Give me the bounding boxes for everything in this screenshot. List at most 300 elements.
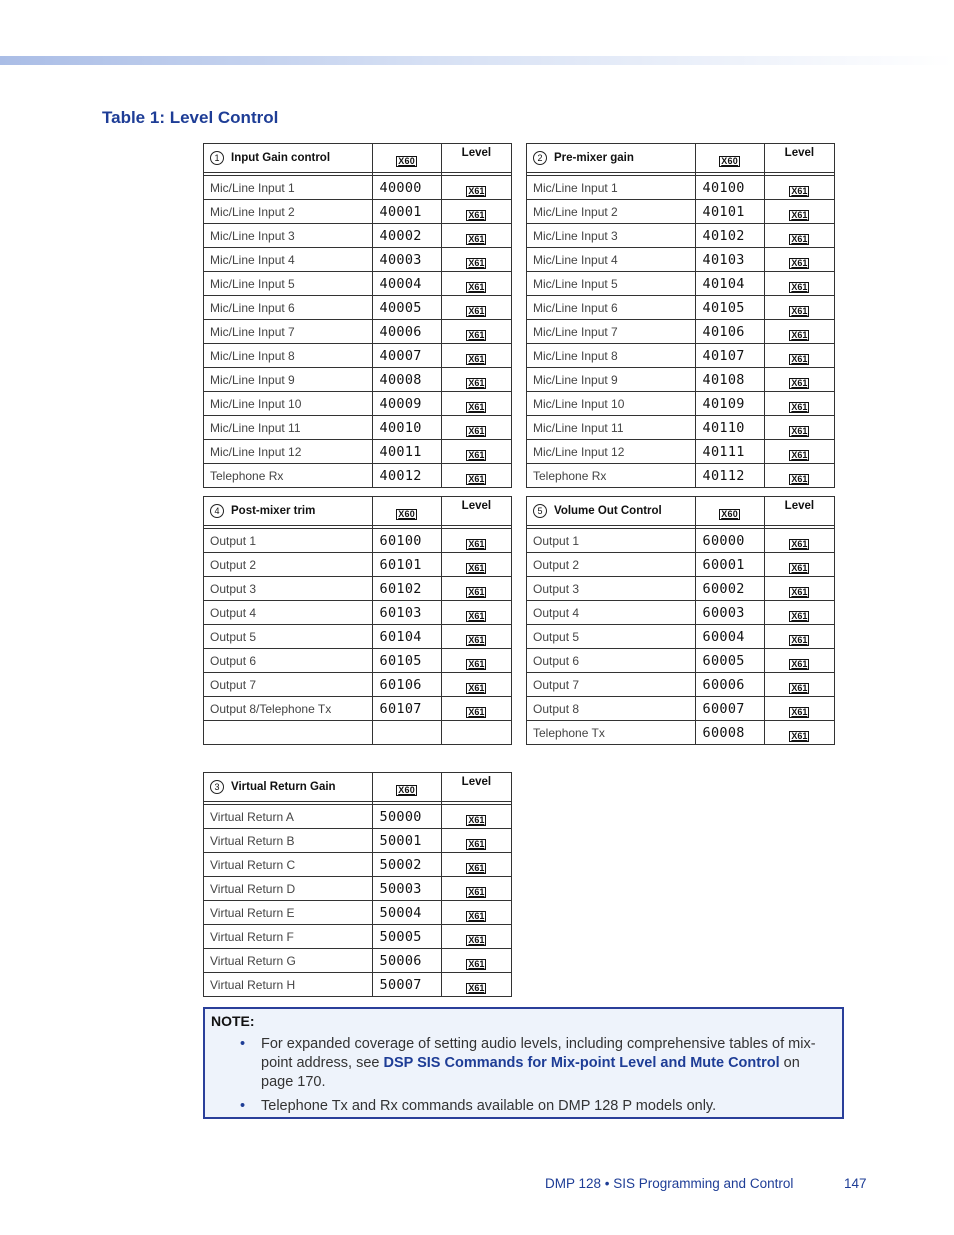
command-code: 40010: [372, 416, 441, 440]
note-bullet-2-text: Telephone Tx and Rx commands available on DMP 128 P models only.: [261, 1098, 717, 1114]
channel-name: Output 5: [204, 625, 373, 649]
table-row: [204, 529, 512, 553]
table-row: [204, 224, 512, 248]
command-code: 40106: [695, 320, 764, 344]
x61-variable-tag: X61: [468, 610, 485, 621]
channel-name: Mic/Line Input 5: [527, 272, 696, 296]
circled-number-icon: 4: [210, 504, 224, 518]
level-column-header: Level: [441, 773, 511, 802]
x61-variable-tag: X61: [468, 706, 485, 717]
x60-column-header: [695, 497, 764, 526]
table-row: [204, 673, 512, 697]
level-cell: [764, 176, 834, 200]
command-code: 60003: [695, 601, 764, 625]
level-cell: [441, 344, 511, 368]
table-header-row: [527, 497, 835, 526]
channel-name: Mic/Line Input 5: [204, 272, 373, 296]
level-column-header: Level: [764, 144, 834, 173]
channel-name: Virtual Return D: [204, 877, 373, 901]
table-header-label: Volume Out Control: [554, 505, 662, 518]
command-code: 40102: [695, 224, 764, 248]
x61-variable-tag: X61: [791, 682, 808, 693]
table-row: [204, 721, 512, 745]
channel-name: Telephone Rx: [204, 464, 373, 488]
table-row: [204, 553, 512, 577]
command-code: 60004: [695, 625, 764, 649]
x61-variable-tag: X61: [791, 425, 808, 436]
table-row: [204, 577, 512, 601]
command-code: 40104: [695, 272, 764, 296]
x61-variable-tag: X61: [468, 257, 485, 268]
command-code: 60102: [372, 577, 441, 601]
command-code: 60105: [372, 649, 441, 673]
command-code: 60002: [695, 577, 764, 601]
x61-variable-tag: X61: [468, 886, 485, 897]
table-row: [527, 625, 835, 649]
level-cell: [441, 296, 511, 320]
x61-variable-tag: X61: [468, 538, 485, 549]
x61-variable-tag: X61: [468, 305, 485, 316]
channel-name: Telephone Rx: [527, 464, 696, 488]
circled-number-icon: 2: [533, 151, 547, 165]
channel-name: Output 6: [527, 649, 696, 673]
command-code: 40108: [695, 368, 764, 392]
channel-name: Output 2: [527, 553, 696, 577]
command-code: 50006: [372, 949, 441, 973]
note-title: NOTE:: [211, 1013, 255, 1029]
table-row: [204, 649, 512, 673]
table-row: [204, 200, 512, 224]
table-row: [527, 392, 835, 416]
table-row: [204, 440, 512, 464]
table-row: [204, 829, 512, 853]
level-cell: [764, 464, 834, 488]
command-code: 60106: [372, 673, 441, 697]
command-code: 60007: [695, 697, 764, 721]
x60-variable-tag: X60: [398, 785, 416, 795]
x61-variable-tag: X61: [468, 814, 485, 825]
channel-name: Virtual Return H: [204, 973, 373, 997]
command-code: 60103: [372, 601, 441, 625]
channel-name: Mic/Line Input 8: [527, 344, 696, 368]
bullet-icon: •: [240, 1036, 246, 1052]
note-bullet-1-tail: on page 170.: [261, 1055, 800, 1090]
x61-variable-tag: X61: [468, 910, 485, 921]
level-cell: [764, 601, 834, 625]
table-row: [527, 440, 835, 464]
channel-name: Mic/Line Input 9: [204, 368, 373, 392]
table-row: [204, 392, 512, 416]
table-row: [527, 649, 835, 673]
table-row: [204, 949, 512, 973]
level-cell: [441, 721, 511, 745]
channel-name: Mic/Line Input 11: [204, 416, 373, 440]
command-code: 40003: [372, 248, 441, 272]
table-row: [527, 200, 835, 224]
table-header-row: [204, 773, 512, 802]
level-cell: [441, 200, 511, 224]
level-cell: [441, 625, 511, 649]
level-cell: [764, 416, 834, 440]
command-code: 40101: [695, 200, 764, 224]
channel-name: Output 7: [527, 673, 696, 697]
command-code: 40004: [372, 272, 441, 296]
x61-variable-tag: X61: [468, 982, 485, 993]
channel-name: Mic/Line Input 12: [204, 440, 373, 464]
level-cell: [764, 721, 834, 745]
header-band: [0, 56, 954, 65]
level-cell: [441, 320, 511, 344]
table-header-label: Post-mixer trim: [231, 505, 316, 518]
table-row: [527, 272, 835, 296]
x61-variable-tag: X61: [468, 233, 485, 244]
command-code: 40110: [695, 416, 764, 440]
command-code: 40002: [372, 224, 441, 248]
x61-variable-tag: X61: [468, 682, 485, 693]
table-header-row: [204, 497, 512, 526]
level-cell: [441, 829, 511, 853]
x61-variable-tag: X61: [791, 658, 808, 669]
level-cell: [441, 697, 511, 721]
table-row: [527, 721, 835, 745]
x61-variable-tag: X61: [468, 934, 485, 945]
channel-name: [204, 721, 373, 745]
table-header-title: [204, 773, 373, 802]
level-cell: [764, 392, 834, 416]
level-cell: [764, 697, 834, 721]
x61-variable-tag: X61: [791, 185, 808, 196]
channel-name: Mic/Line Input 10: [204, 392, 373, 416]
command-code: 40109: [695, 392, 764, 416]
footer-title: DMP 128 • SIS Programming and Control: [545, 1176, 794, 1191]
command-code: 40000: [372, 176, 441, 200]
level-cell: [764, 224, 834, 248]
x61-variable-tag: X61: [791, 634, 808, 645]
command-code: 50004: [372, 901, 441, 925]
command-code: 60001: [695, 553, 764, 577]
x60-column-header: [372, 497, 441, 526]
table-row: [204, 877, 512, 901]
command-code: 40012: [372, 464, 441, 488]
channel-name: Output 1: [204, 529, 373, 553]
input-gain-table: [203, 143, 512, 488]
table-row: [527, 320, 835, 344]
table-row: [204, 601, 512, 625]
x61-variable-tag: X61: [468, 329, 485, 340]
x61-variable-tag: X61: [791, 329, 808, 340]
table-row: [204, 416, 512, 440]
page-number: 147: [844, 1176, 867, 1191]
x61-variable-tag: X61: [468, 658, 485, 669]
command-code: 50005: [372, 925, 441, 949]
table-header-label: Virtual Return Gain: [231, 781, 336, 794]
table-row: [204, 805, 512, 829]
x61-variable-tag: X61: [791, 473, 808, 484]
command-code: 40111: [695, 440, 764, 464]
command-code: 60100: [372, 529, 441, 553]
command-code: 40009: [372, 392, 441, 416]
channel-name: Output 1: [527, 529, 696, 553]
command-code: 60107: [372, 697, 441, 721]
x61-variable-tag: X61: [468, 562, 485, 573]
x61-variable-tag: X61: [468, 634, 485, 645]
x61-variable-tag: X61: [468, 281, 485, 292]
channel-name: Virtual Return G: [204, 949, 373, 973]
x61-variable-tag: X61: [791, 706, 808, 717]
page-title: Table 1: Level Control: [102, 108, 279, 127]
x61-variable-tag: X61: [468, 185, 485, 196]
channel-name: Mic/Line Input 4: [527, 248, 696, 272]
x61-variable-tag: X61: [791, 233, 808, 244]
note-bullet-1: [240, 1035, 821, 1092]
level-cell: [764, 625, 834, 649]
level-cell: [764, 529, 834, 553]
pre-mixer-gain-table: [526, 143, 835, 488]
channel-name: Virtual Return E: [204, 901, 373, 925]
x61-variable-tag: X61: [468, 473, 485, 484]
level-cell: [764, 577, 834, 601]
table-row: [527, 553, 835, 577]
channel-name: Output 4: [204, 601, 373, 625]
channel-name: Mic/Line Input 6: [204, 296, 373, 320]
table-header-row: [204, 144, 512, 173]
level-cell: [441, 877, 511, 901]
level-cell: [441, 392, 511, 416]
level-cell: [764, 553, 834, 577]
table-row: [527, 368, 835, 392]
command-code: 50007: [372, 973, 441, 997]
table-header-title: [527, 144, 696, 173]
level-cell: [441, 649, 511, 673]
channel-name: Mic/Line Input 8: [204, 344, 373, 368]
command-code: 60000: [695, 529, 764, 553]
note-bullet-1-text: For expanded coverage of setting audio levels, including comprehensive tables of mix-point address, see: [261, 1036, 816, 1071]
command-code: 50000: [372, 805, 441, 829]
channel-name: Output 2: [204, 553, 373, 577]
level-cell: [764, 440, 834, 464]
x61-variable-tag: X61: [791, 449, 808, 460]
level-column-header: Level: [441, 497, 511, 526]
channel-name: Mic/Line Input 3: [204, 224, 373, 248]
channel-name: Mic/Line Input 12: [527, 440, 696, 464]
table-row: [204, 625, 512, 649]
level-cell: [441, 272, 511, 296]
command-code: 60008: [695, 721, 764, 745]
virtual-return-gain-table: [203, 772, 512, 997]
table-row: [527, 577, 835, 601]
level-cell: [441, 416, 511, 440]
table-row: [527, 529, 835, 553]
table-header-row: [527, 144, 835, 173]
level-cell: [764, 296, 834, 320]
channel-name: Virtual Return F: [204, 925, 373, 949]
table-header-title: [204, 144, 373, 173]
table-row: [527, 224, 835, 248]
table-row: [204, 296, 512, 320]
level-cell: [441, 248, 511, 272]
x60-variable-tag: X60: [398, 509, 416, 519]
level-cell: [764, 344, 834, 368]
channel-name: Virtual Return B: [204, 829, 373, 853]
channel-name: Mic/Line Input 9: [527, 368, 696, 392]
x61-variable-tag: X61: [468, 353, 485, 364]
table-header-label: Pre-mixer gain: [554, 152, 634, 165]
table-row: [204, 272, 512, 296]
level-cell: [441, 176, 511, 200]
table-row: [204, 320, 512, 344]
command-code: 50002: [372, 853, 441, 877]
volume-out-table: [526, 496, 835, 745]
level-cell: [764, 368, 834, 392]
note-bullet-2: [240, 1097, 821, 1116]
x61-variable-tag: X61: [791, 610, 808, 621]
table-header-title: [527, 497, 696, 526]
x61-variable-tag: X61: [791, 586, 808, 597]
x61-variable-tag: X61: [791, 401, 808, 412]
table-header-label: Input Gain control: [231, 152, 331, 165]
table-row: [527, 248, 835, 272]
channel-name: Mic/Line Input 7: [204, 320, 373, 344]
channel-name: Output 3: [527, 577, 696, 601]
x61-variable-tag: X61: [791, 305, 808, 316]
table-row: [204, 697, 512, 721]
x61-variable-tag: X61: [791, 281, 808, 292]
command-code: 40008: [372, 368, 441, 392]
channel-name: Mic/Line Input 2: [204, 200, 373, 224]
channel-name: Virtual Return C: [204, 853, 373, 877]
table-row: [527, 344, 835, 368]
level-cell: [441, 224, 511, 248]
level-cell: [441, 440, 511, 464]
x61-variable-tag: X61: [468, 586, 485, 597]
channel-name: Mic/Line Input 10: [527, 392, 696, 416]
command-code: 40103: [695, 248, 764, 272]
x60-column-header: [372, 144, 441, 173]
table-row: [204, 368, 512, 392]
command-code: 60104: [372, 625, 441, 649]
table-row: [527, 416, 835, 440]
channel-name: Output 8/Telephone Tx: [204, 697, 373, 721]
command-code: 40105: [695, 296, 764, 320]
x61-variable-tag: X61: [791, 353, 808, 364]
channel-name: Mic/Line Input 4: [204, 248, 373, 272]
command-code: 60005: [695, 649, 764, 673]
table-row: [527, 296, 835, 320]
command-code: 40112: [695, 464, 764, 488]
command-code: [372, 721, 441, 745]
channel-name: Output 5: [527, 625, 696, 649]
x60-variable-tag: X60: [398, 156, 416, 166]
level-cell: [441, 949, 511, 973]
x61-variable-tag: X61: [468, 958, 485, 969]
table-row: [204, 248, 512, 272]
channel-name: Mic/Line Input 1: [204, 176, 373, 200]
circled-number-icon: 1: [210, 151, 224, 165]
level-cell: [441, 973, 511, 997]
table-row: [527, 697, 835, 721]
command-code: 40005: [372, 296, 441, 320]
level-cell: [764, 272, 834, 296]
x60-column-header: [695, 144, 764, 173]
level-cell: [441, 853, 511, 877]
table-row: [527, 673, 835, 697]
x61-variable-tag: X61: [791, 377, 808, 388]
level-cell: [441, 368, 511, 392]
x61-variable-tag: X61: [791, 257, 808, 268]
x60-variable-tag: X60: [721, 156, 739, 166]
x61-variable-tag: X61: [468, 838, 485, 849]
table-row: [204, 176, 512, 200]
level-cell: [441, 925, 511, 949]
note-box: [203, 1007, 844, 1119]
level-column-header: Level: [441, 144, 511, 173]
circled-number-icon: 5: [533, 504, 547, 518]
level-cell: [441, 601, 511, 625]
x61-variable-tag: X61: [468, 377, 485, 388]
channel-name: Mic/Line Input 2: [527, 200, 696, 224]
x61-variable-tag: X61: [791, 562, 808, 573]
level-cell: [441, 464, 511, 488]
table-row: [204, 464, 512, 488]
table-row: [204, 901, 512, 925]
command-code: 40100: [695, 176, 764, 200]
channel-name: Telephone Tx: [527, 721, 696, 745]
post-mixer-trim-table: [203, 496, 512, 745]
x61-variable-tag: X61: [468, 449, 485, 460]
table-row: [204, 853, 512, 877]
channel-name: Output 8: [527, 697, 696, 721]
command-code: 60006: [695, 673, 764, 697]
table-row: [527, 464, 835, 488]
channel-name: Mic/Line Input 1: [527, 176, 696, 200]
circled-number-icon: 3: [210, 780, 224, 794]
command-code: 40001: [372, 200, 441, 224]
x60-column-header: [372, 773, 441, 802]
level-cell: [764, 673, 834, 697]
mix-point-commands-link[interactable]: DSP SIS Commands for Mix-point Level and Mute Control: [383, 1055, 780, 1071]
channel-name: Mic/Line Input 11: [527, 416, 696, 440]
level-cell: [441, 805, 511, 829]
level-cell: [764, 248, 834, 272]
channel-name: Mic/Line Input 6: [527, 296, 696, 320]
x61-variable-tag: X61: [468, 209, 485, 220]
command-code: 40006: [372, 320, 441, 344]
bullet-icon: •: [240, 1098, 246, 1114]
table-row: [204, 925, 512, 949]
level-column-header: Level: [764, 497, 834, 526]
channel-name: Virtual Return A: [204, 805, 373, 829]
level-cell: [441, 673, 511, 697]
command-code: 40011: [372, 440, 441, 464]
table-row: [527, 176, 835, 200]
channel-name: Output 4: [527, 601, 696, 625]
level-cell: [441, 553, 511, 577]
table-row: [204, 973, 512, 997]
table-header-title: [204, 497, 373, 526]
x60-variable-tag: X60: [721, 509, 739, 519]
level-cell: [441, 577, 511, 601]
x61-variable-tag: X61: [468, 425, 485, 436]
table-row: [204, 344, 512, 368]
channel-name: Output 6: [204, 649, 373, 673]
x61-variable-tag: X61: [791, 209, 808, 220]
channel-name: Output 3: [204, 577, 373, 601]
x61-variable-tag: X61: [468, 401, 485, 412]
level-cell: [441, 901, 511, 925]
command-code: 40107: [695, 344, 764, 368]
level-cell: [764, 649, 834, 673]
x61-variable-tag: X61: [791, 538, 808, 549]
